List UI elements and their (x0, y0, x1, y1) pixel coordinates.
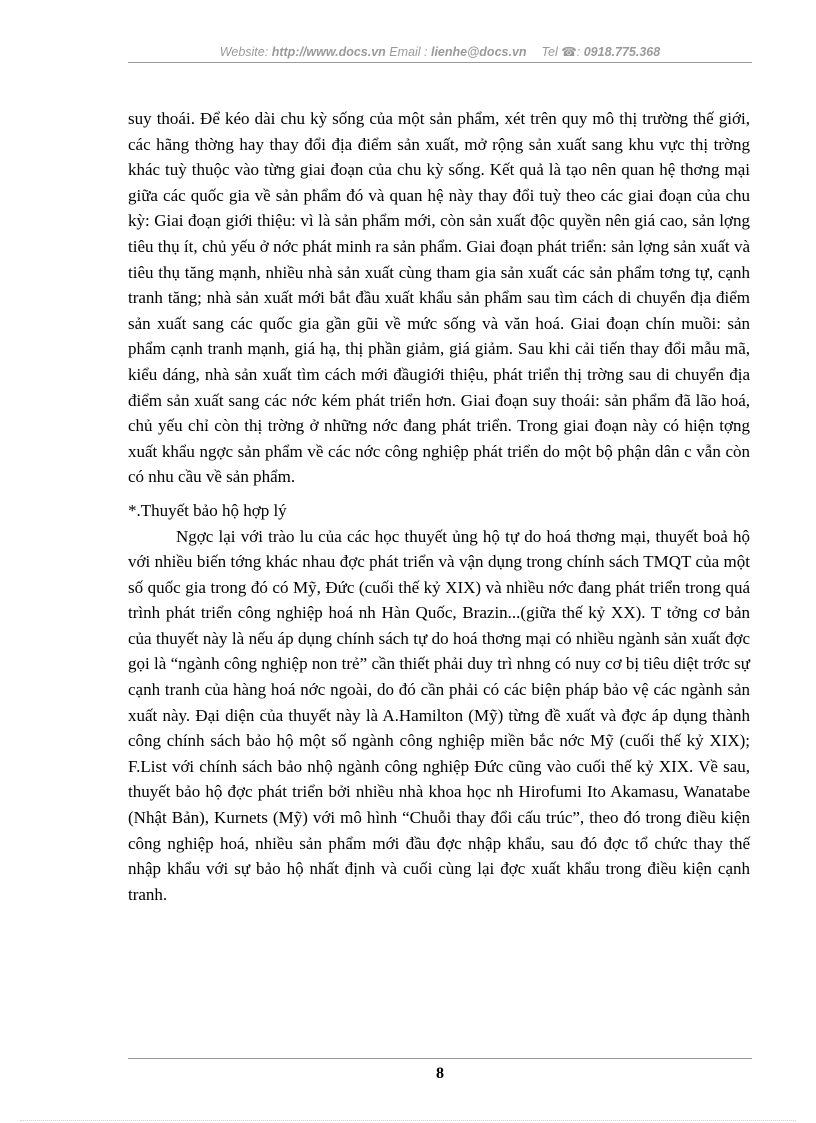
body-paragraph-2: Ngợc lại với trào lu của các học thuyết ủng hộ tự do hoá thơng mại, thuyết boả hộ với nhiều biến tớng khác nhau đợc phát triển và vận dụng trong chính sách TMQT của một số quốc gia trong đó có Mỹ, Đức (cuối thế kỷ XIX) và nhiều nớc đang phát triển trong quá trình phát triển công nghiệp hoá nh Hàn Quốc, Brazin...(giữa thế kỷ XX). T tởng cơ bản của thuyết này là nếu áp dụng chính sách tự do hoá thơng mại có nhiều ngành sản xuất đợc gọi là “ngành công nghiệp non trẻ” cần thiết phải duy trì nhng có nuy cơ bị tiêu diệt trớc sự cạnh tranh của hàng hoá nớc ngoài, do đó cần phải có các biện pháp bảo vệ các ngành sản xuất này. Đại diện của thuyết này là A.Hamilton (Mỹ) từng đề xuất và đợc áp dụng thành công chính sách bảo hộ một số ngành công nghiệp miền bắc nớc Mỹ (cuối thế kỷ XIX); F.List với chính sách bảo nhộ ngành công nghiệp Đức cũng vào cuối thế kỷ XIX. Về sau, thuyết bảo hộ đợc phát triển bởi nhiều nhà khoa học nh Hirofumi Ito Akamasu, Wanatabe (Nhật Bản), Kurnets (Mỹ) với mô hình “Chuỗi thay đổi cấu trúc”, theo đó trong điều kiện công nghiệp hoá, nhiều sản phẩm mới đầu đợc nhập khẩu, sau đó đợc tổ chức thay thế nhập khẩu với sự bảo hộ nhất định và cuối cùng lại đợc xuất khẩu trong điều kiện cạnh tranh. (128, 526, 750, 904)
email-link[interactable]: lienhe@docs.vn (430, 45, 527, 59)
email-label: Email : (389, 45, 428, 59)
website-link[interactable]: http://www.docs.vn (271, 45, 386, 59)
header-divider (128, 62, 752, 63)
section-heading: *.Thuyết bảo hộ hợp lý (128, 500, 287, 520)
document-body (128, 106, 750, 907)
page-number: 8 (436, 1065, 444, 1082)
body-paragraph-1: suy thoái. Để kéo dài chu kỳ sống của một sản phẩm, xét trên quy mô thị trường thế giới, các hãng thờng hay thay đổi địa điểm sản xuất, mở rộng sản xuất sang khu vực thị trờng khác tuỳ thuộc vào từng giai đoạn của chu kỳ sống. Kết quả là tạo nên quan hệ thơng mại giữa các quốc gia về sản phẩm đó và quan hệ này thay đổi tuỳ theo các giai đoạn của chu kỳ: Giai đoạn giới thiệu: vì là sản phẩm mới, còn sản xuất độc quyền nên giá cao, sản lợng tiêu thụ ít, chủ yếu ở nớc phát minh ra sản phẩm. Giai đoạn phát triển: sản lợng sản xuất và tiêu thụ tăng mạnh, nhiều nhà sản xuất cùng tham gia sản xuất các sản phẩm tơng tự, cạnh tranh tăng; nhà sản xuất mới bắt đầu xuất khẩu sản phẩm sau tìm cách di chuyển địa điểm sản xuất sang các quốc gia gần gũi về mức sống và văn hoá. Giai đoạn chín muồi: sản phẩm cạnh tranh mạnh, giá hạ, thị phần giảm, giá giảm. Sau khi cải tiến thay đổi mẫu mã, kiểu dáng, nhà sản xuất tìm cách mới đầugiới thiệu, phát triển thị trờng sau di chuyển địa điểm sản xuất sang các nớc kém phát triển hơn. Giai đoạn suy thoái: sản phẩm đã lão hoá, chủ yếu chỉ còn thị trờng ở những nớc đang phát triển. Trong giai đoạn này có hiện tợng xuất khẩu ngợc sản phẩm về các nớc công nghiệp phát triển do một bộ phận dân c vẫn còn có nhu cầu về sản phẩm. (128, 109, 750, 487)
website-label: Website: (219, 45, 269, 59)
footer-divider (128, 1058, 752, 1059)
tel-label: Tel ☎: (541, 45, 581, 59)
page-bottom-border (20, 1120, 796, 1121)
page-header (128, 44, 752, 64)
tel-number: 0918.775.368 (583, 45, 661, 59)
